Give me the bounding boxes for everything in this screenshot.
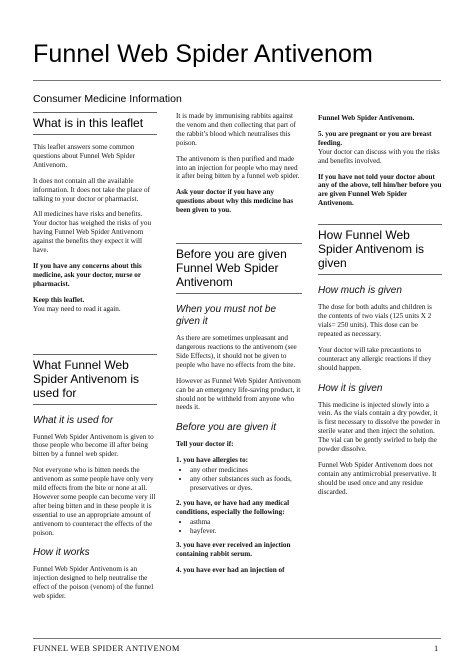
column-1 xyxy=(33,112,157,608)
footer-title: FUNNEL WEB SPIDER ANTIVENOM xyxy=(33,643,180,653)
paragraph: Funnel Web Spider Antivenom does not contain any antimicrobial preservative. It should be used once and any residue discarded. xyxy=(318,460,437,496)
column-2 xyxy=(176,112,302,582)
paragraph-bold: Funnel Web Spider Antivenom. xyxy=(318,114,415,122)
list-item: • any other substances such as foods, preservatives or dyes. xyxy=(190,475,302,493)
subheading-how-it-works: How it works xyxy=(33,547,90,559)
subheading-before-given-it: Before you are given it xyxy=(176,422,277,434)
condition-list xyxy=(176,518,302,536)
paragraph: It does not contain all the available information. It does not take the place of talking to your doctor or pharmacist. xyxy=(33,176,150,203)
list-item: • asthma xyxy=(190,518,302,527)
document-subtitle: Consumer Medicine Information xyxy=(33,93,182,105)
section-heading-how-given: How Funnel Web Spider Antivenom is given xyxy=(318,224,442,275)
section-heading-leaflet: What is in this leaflet xyxy=(33,112,157,135)
paragraph-bold: Tell your doctor if: xyxy=(176,440,234,449)
title-divider xyxy=(33,80,441,81)
subheading-how-much: How much is given xyxy=(318,285,402,297)
paragraph: However as Funnel Web Spider Antivenom can be an emergency life-saving product, it should not be withheld from anyone who needs it. xyxy=(176,376,301,412)
allergy-list xyxy=(176,466,302,493)
paragraph: Your doctor will take precautions to counteract any allergic reactions if they should happen. xyxy=(318,345,432,372)
page-number: 1 xyxy=(434,643,439,653)
paragraph-bold: 2. you have, or have had any medical conditions, especially the following: xyxy=(176,498,290,516)
column-3 xyxy=(318,114,442,504)
page-title: Funnel Web Spider Antivenom xyxy=(33,40,373,68)
list-item: • hayfever. xyxy=(190,527,302,536)
paragraph-bold: 3. you have ever received an injection containing rabbit serum. xyxy=(176,541,291,559)
section-heading-before-given: Before you are given Funnel Web Spider Antivenom xyxy=(176,243,302,294)
paragraph: The dose for both adults and children is the contents of two vials (125 units X 2 vials= 250 units). This dose can be repeated as necessary. xyxy=(318,303,432,338)
paragraph: It is made by immunising rabbits against the venom and then collecting that part of the rabbit’s blood which neutralises this poison. xyxy=(176,112,296,147)
paragraph-bold: If you have any concerns about this medicine, ask your doctor, nurse or pharmacist. xyxy=(33,261,142,288)
section-heading-used-for: What Funnel Web Spider Antivenom is used for xyxy=(33,354,157,405)
paragraph: Your doctor can discuss with you the risks and benefits involved. xyxy=(318,147,440,165)
paragraph: This medicine is injected slowly into a vein. As the vials contain a dry powder, it is first necessary to dissolve the powder in sterile water and then inject the solution. The vial can be gently swirled to help the powder dissolve. xyxy=(318,400,440,454)
paragraph-bold: 5. you are pregnant or you are breast feeding. xyxy=(318,129,432,147)
paragraph-bold: 1. you have allergies to: xyxy=(176,456,249,465)
paragraph-bold: Ask your doctor if you have any questions about why this medicine has been given to you. xyxy=(176,188,294,215)
subheading-how-given-it: How it is given xyxy=(318,382,383,394)
subheading-what-used-for: What it is used for xyxy=(33,414,114,426)
list-item: • any other medicines xyxy=(190,466,302,475)
paragraph: You may need to read it again. xyxy=(33,304,121,313)
paragraph-bold: If you have not told your doctor about any of the above, tell him/her before you are given Funnel Web Spider Antivenom. xyxy=(318,172,442,208)
paragraph-bold: 4. you have ever had an injection of xyxy=(176,566,285,575)
paragraph: As there are sometimes unpleasant and dangerous reactions to the antivenom (see Side Effects), it should not be given to people who have no effects from the bite. xyxy=(176,334,297,369)
keep-leaflet-bold: Keep this leaflet. xyxy=(33,295,85,304)
paragraph: This leaflet answers some common questions about Funnel Web Spider Antivenom. xyxy=(33,143,135,169)
paragraph: Not everyone who is bitten needs the antivenom as some people have only very mild effects from the bite or none at all. However some people can become very ill after being bitten and in these people it is essential to use an appropriate amount of antivenom to counteract the effects of the poison. xyxy=(33,466,156,537)
paragraph: Funnel Web Spider Antivenom is an injection designed to help neutralise the effect of the poison (venom) of the funnel web spider. xyxy=(33,565,154,601)
paragraph-keep-leaflet xyxy=(33,296,157,305)
paragraph: The antivenom is then purified and made into an injection for people who may need it after being bitten by a funnel web spider. xyxy=(176,154,300,181)
paragraph: All medicines have risks and benefits. Your doctor has weighed the risks of you having Funnel Web Spider Antivenom against the benefits they expect it will have. xyxy=(33,210,152,255)
paragraph: Funnel Web Spider Antivenom is given to those people who become ill after being bitten by a funnel web spider. xyxy=(33,432,154,459)
subheading-must-not: When you must not be given it xyxy=(176,304,277,328)
footer-divider xyxy=(33,638,441,639)
